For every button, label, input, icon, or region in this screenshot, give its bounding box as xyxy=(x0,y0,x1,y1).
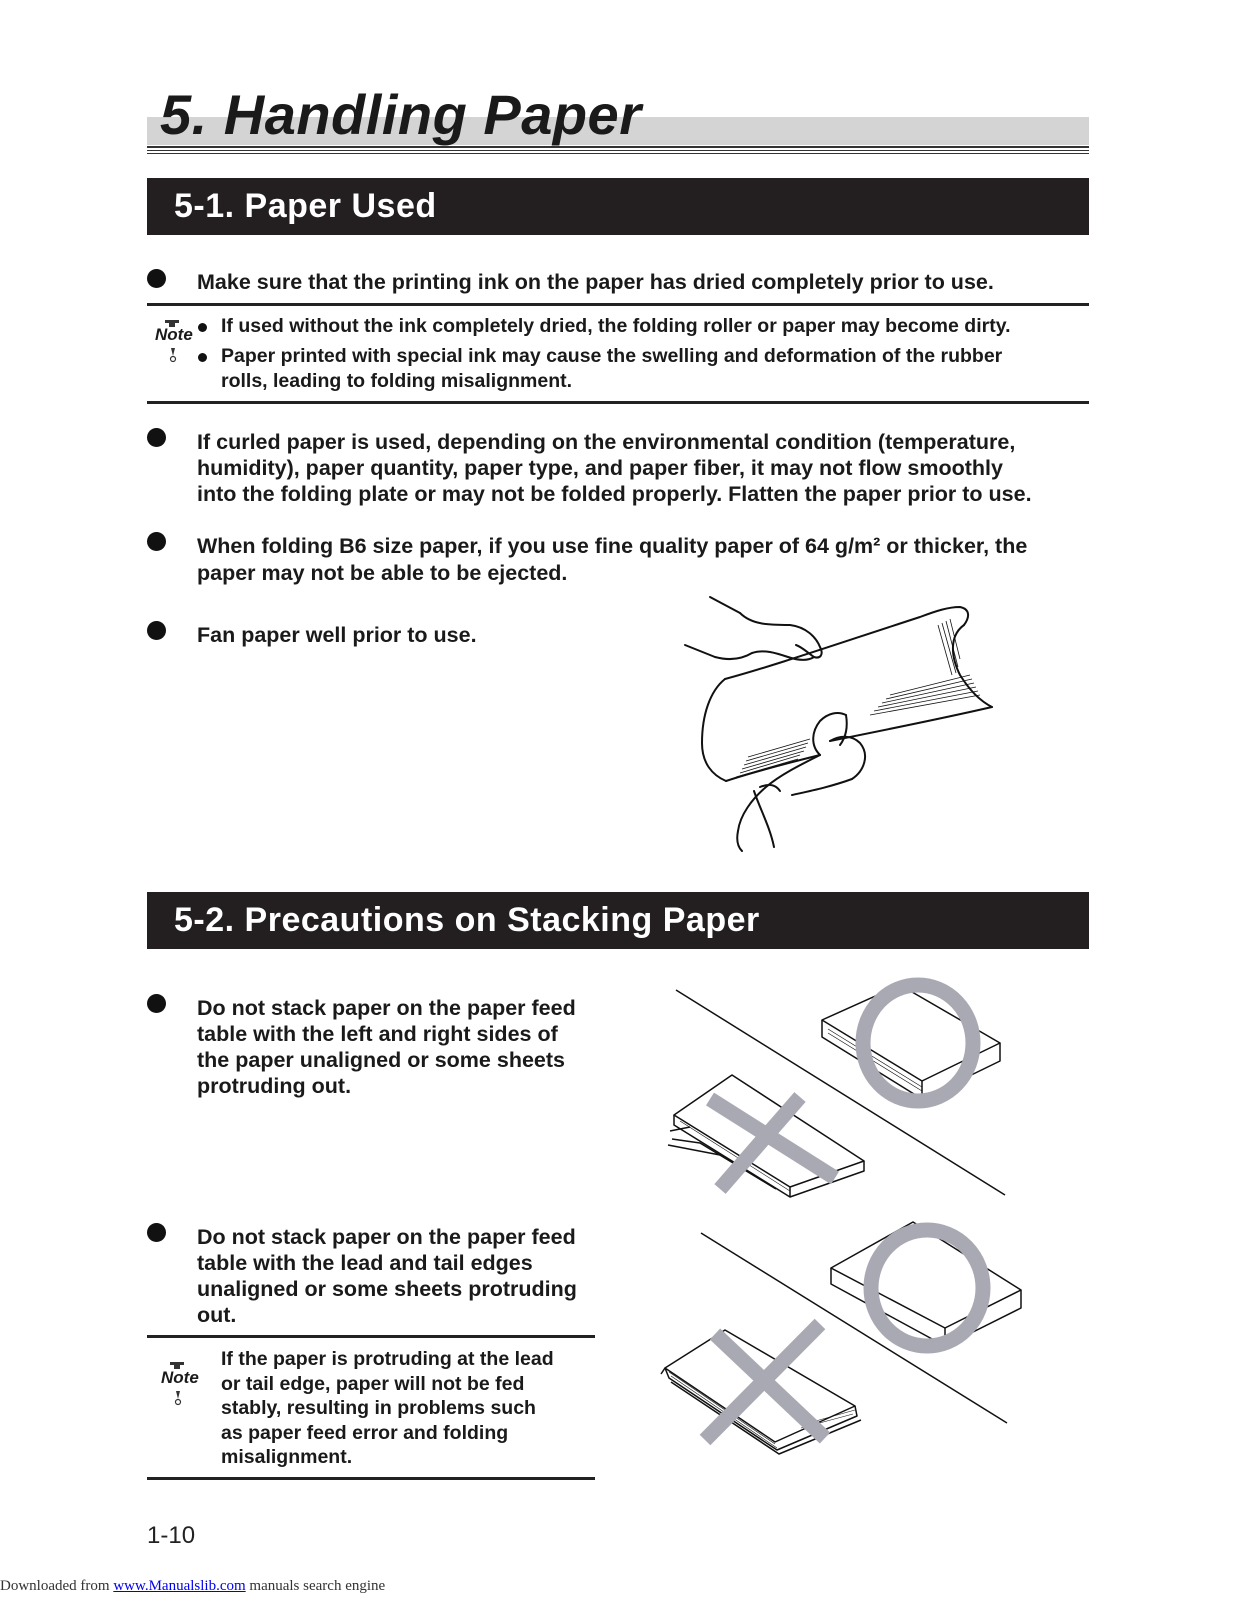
footer-suffix: manuals search engine xyxy=(245,1578,386,1594)
title-rule xyxy=(147,150,1089,151)
bullet-icon xyxy=(147,428,166,447)
paragraph: Make sure that the printing ink on the paper has dried completely prior to use. xyxy=(197,270,994,294)
bullet-icon xyxy=(147,1223,166,1242)
title-rule xyxy=(147,153,1089,154)
divider xyxy=(147,401,1089,404)
bullet-icon xyxy=(147,532,166,551)
note-item-continued: rolls, leading to folding misalignment. xyxy=(221,370,573,392)
chapter-title: 5. Handling Paper xyxy=(160,83,642,146)
title-rule xyxy=(147,146,1089,148)
note-line: or tail edge, paper will not be fed xyxy=(221,1373,525,1395)
paragraph-line: the paper unaligned or some sheets xyxy=(197,1048,565,1072)
note-line: If the paper is protruding at the lead xyxy=(221,1348,554,1370)
paragraph: Fan paper well prior to use. xyxy=(197,623,477,647)
footer-prefix: Downloaded from xyxy=(0,1578,114,1594)
paragraph-line: If curled paper is used, depending on the environmental condition (temperature, xyxy=(197,430,1016,454)
note-line: as paper feed error and folding xyxy=(221,1422,509,1444)
footer xyxy=(0,1578,385,1595)
bullet-icon xyxy=(147,994,166,1013)
note-item: Paper printed with special ink may cause the swelling and deformation of the rubber xyxy=(221,345,1003,367)
divider xyxy=(147,1477,595,1480)
bullet-icon xyxy=(147,269,166,288)
bullet-icon xyxy=(198,353,207,362)
note-line: stably, resulting in problems such xyxy=(221,1397,536,1419)
paragraph-line: humidity), paper quantity, paper type, and paper fiber, it may not flow smoothly xyxy=(197,456,1003,480)
paragraph-line: table with the lead and tail edges xyxy=(197,1251,533,1275)
bullet-icon xyxy=(198,323,207,332)
paragraph-line: protruding out. xyxy=(197,1074,352,1098)
paragraph-line: out. xyxy=(197,1303,237,1327)
paragraph-line: paper may not be able to be ejected. xyxy=(197,561,568,585)
note-label: Note xyxy=(161,1368,199,1387)
note-item: If used without the ink completely dried, the folding roller or paper may become dirty. xyxy=(221,315,1011,337)
paragraph-line: Do not stack paper on the paper feed xyxy=(197,996,576,1020)
note-line: misalignment. xyxy=(221,1446,353,1468)
bullet-icon xyxy=(147,621,166,640)
section-header-paper-used: 5-1. Paper Used xyxy=(147,178,1089,235)
note-label: Note xyxy=(155,325,193,344)
manualslib-link[interactable]: www.Manualslib.com xyxy=(113,1578,246,1594)
stacking-side-alignment-illustration xyxy=(660,975,1020,1210)
page-number: 1-10 xyxy=(147,1522,196,1549)
fanning-paper-illustration xyxy=(680,595,1000,855)
paragraph-line: unaligned or some sheets protruding xyxy=(197,1277,577,1301)
divider xyxy=(147,303,1089,306)
paragraph-line: Do not stack paper on the paper feed xyxy=(197,1225,576,1249)
paragraph-line: table with the left and right sides of xyxy=(197,1022,558,1046)
section-header-stacking-paper: 5-2. Precautions on Stacking Paper xyxy=(147,892,1089,949)
paragraph-line: into the folding plate or may not be folded properly. Flatten the paper prior to use. xyxy=(197,482,1032,506)
divider xyxy=(147,1335,595,1338)
stacking-edge-alignment-illustration xyxy=(655,1218,1025,1453)
paragraph-line: When folding B6 size paper, if you use fine quality paper of 64 g/m² or thicker, the xyxy=(197,534,1028,558)
